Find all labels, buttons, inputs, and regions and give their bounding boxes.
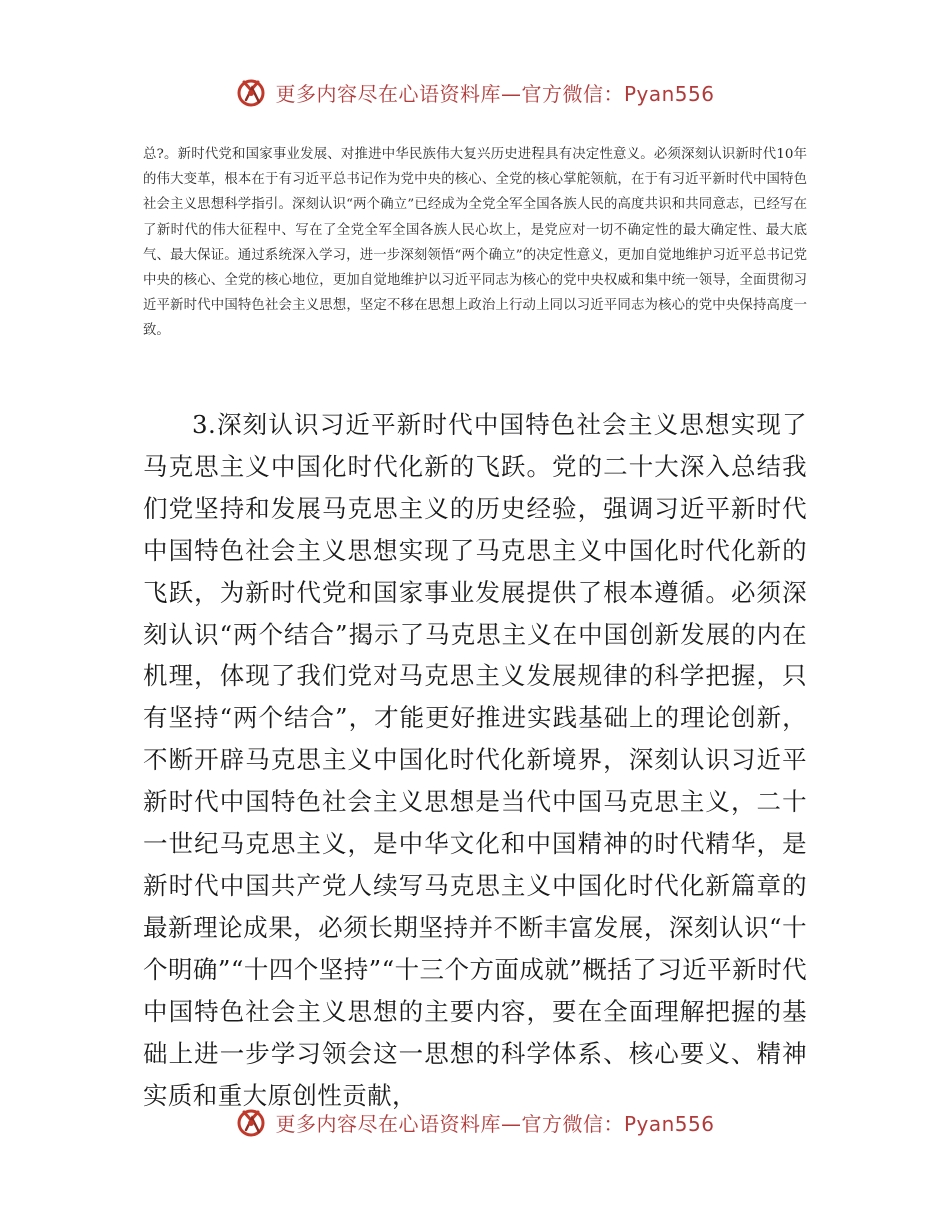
header-banner — [0, 70, 950, 114]
continuation-paragraph: 总?。新时代党和国家事业发展、对推进中华民族伟大复兴历史进程具有决定性意义。必须深刻认识新时代10年的伟大变革，根本在于有习近平总书记作为党中央的核心、全党的核心掌舵领航，在于有习近平新时代中国特色社会主义思想科学指引。深刻认识“两个确立”已经成为全党全军全国各族人民的高度共识和共同意志，已经写在了新时代的伟大征程中、写在了全党全军全国各族人民心坎上，是党应对一切不确定性的最大确定性、最大底气、最大保证。通过系统深入学习，进一步深刻领悟“两个确立”的决定性意义，更加自觉地维护习近平总书记党中央的核心、全党的核心地位，更加自觉地维护以习近平同志为核心的党中央权威和集中统一领导，全面贯彻习近平新时代中国特色社会主义思想，坚定不移在思想上政治上行动上同以习近平同志为核心的党中央保持高度一致。 — [143, 147, 807, 339]
footer-banner-text: 更多内容尽在心语资料库—官方微信：Pyan556 — [275, 1111, 715, 1136]
footer-banner — [0, 1100, 950, 1144]
header-banner-text: 更多内容尽在心语资料库—官方微信：Pyan556 — [275, 81, 715, 106]
red-ribbon-logo-icon — [235, 1106, 267, 1138]
header-banner-content — [235, 76, 714, 108]
section-3-paragraph: 3.深刻认识习近平新时代中国特色社会主义思想实现了马克思主义中国化时代化新的飞跃。党的二十大深入总结我们党坚持和发展马克思主义的历史经验，强调习近平新时代中国特色社会主义思想实现了马克思主义中国化时代化新的飞跃，为新时代党和国家事业发展提供了根本遵循。必须深刻认识“两个结合”揭示了马克思主义在中国创新发展的内在机理，体现了我们党对马克思主义发展规律的科学把握，只有坚持“两个结合”，才能更好推进实践基础上的理论创新，不断开辟马克思主义中国化时代化新境界，深刻认识习近平新时代中国特色社会主义思想是当代中国马克思主义，二十一世纪马克思主义，是中华文化和中国精神的时代精华，是新时代中国共产党人续写马克思主义中国化时代化新篇章的最新理论成果，必须长期坚持并不断丰富发展，深刻认识“十个明确”“十四个坚持”“十三个方面成就”概括了习近平新时代中国特色社会主义思想的主要内容，要在全面理解把握的基础上进一步学习领会这一思想的科学体系、核心要义、精神实质和重大原创性贡献， — [143, 410, 807, 1110]
footer-banner-content — [235, 1106, 714, 1138]
red-ribbon-logo-icon — [235, 76, 267, 108]
